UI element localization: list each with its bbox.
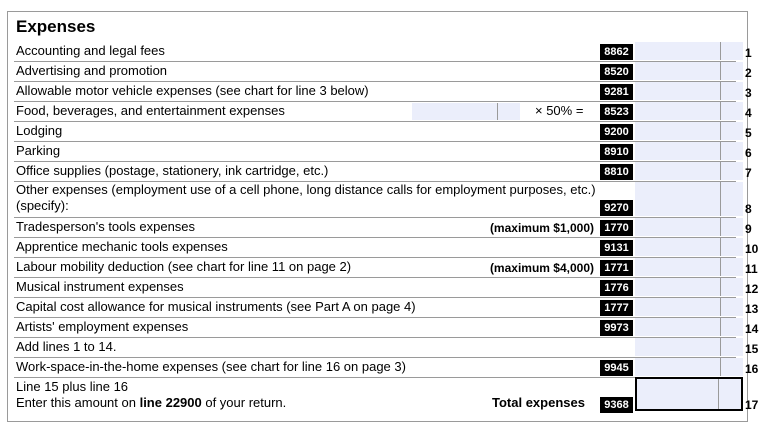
line-number: 17 bbox=[745, 398, 759, 412]
line-label: Capital cost allowance for musical instruments (see Part A on page 4) bbox=[16, 299, 416, 314]
amount-input[interactable] bbox=[635, 162, 743, 180]
line-label: Musical instrument expenses bbox=[16, 279, 184, 294]
line-code: 8810 bbox=[600, 164, 633, 180]
line-label: Add lines 1 to 14. bbox=[16, 339, 117, 354]
amount-input[interactable] bbox=[635, 218, 743, 236]
line-code: 9270 bbox=[600, 200, 633, 216]
cents-divider bbox=[720, 62, 721, 80]
expense-line bbox=[14, 61, 752, 82]
cents-divider bbox=[720, 122, 721, 140]
amount-input[interactable] bbox=[635, 122, 743, 140]
cents-divider bbox=[720, 338, 721, 356]
total-expenses-row bbox=[14, 377, 759, 418]
cents-divider bbox=[720, 358, 721, 376]
line-number: 16 bbox=[745, 362, 759, 376]
line-label: Food, beverages, and entertainment expenses bbox=[16, 103, 285, 118]
cents-divider bbox=[720, 238, 721, 256]
line-code: 9973 bbox=[600, 320, 633, 336]
cents-divider bbox=[720, 318, 721, 336]
line-number: 11 bbox=[745, 262, 758, 276]
cents-divider bbox=[497, 103, 498, 120]
amount-input[interactable] bbox=[635, 238, 743, 256]
amount-input[interactable] bbox=[635, 142, 743, 160]
line-number: 13 bbox=[745, 302, 759, 316]
section-title: Expenses bbox=[16, 17, 96, 36]
line-number: 3 bbox=[745, 86, 752, 100]
amount-input[interactable] bbox=[635, 62, 743, 80]
expense-line bbox=[14, 217, 752, 238]
line-number: 8 bbox=[745, 202, 752, 216]
line-number: 14 bbox=[745, 322, 759, 336]
line-label: Artists' employment expenses bbox=[16, 319, 189, 334]
expense-line bbox=[14, 81, 752, 102]
cents-divider bbox=[720, 182, 721, 216]
line-label: Work-space-in-the-home expenses (see chart for line 16 on page 3) bbox=[16, 359, 406, 374]
amount-input[interactable] bbox=[635, 182, 743, 216]
line-code: 1770 bbox=[600, 220, 633, 236]
cents-divider bbox=[720, 298, 721, 316]
line-code: 9200 bbox=[600, 124, 633, 140]
amount-input[interactable] bbox=[635, 102, 743, 120]
amount-input[interactable] bbox=[635, 338, 743, 356]
amount-input[interactable] bbox=[635, 42, 743, 60]
cents-divider bbox=[720, 258, 721, 276]
expense-line bbox=[14, 277, 759, 298]
expense-line bbox=[14, 161, 752, 182]
cents-divider bbox=[720, 218, 721, 236]
line-label: Lodging bbox=[16, 123, 63, 138]
cents-divider bbox=[720, 42, 721, 60]
line-number: 6 bbox=[745, 146, 752, 160]
line-label: Allowable motor vehicle expenses (see chart for line 3 below) bbox=[16, 83, 369, 98]
line-number: 7 bbox=[745, 166, 752, 180]
expense-line bbox=[14, 121, 752, 142]
line-number: 15 bbox=[745, 342, 759, 356]
line-code: 8910 bbox=[600, 144, 633, 160]
line-number: 5 bbox=[745, 126, 752, 140]
expense-line bbox=[14, 337, 759, 358]
line-number: 9 bbox=[745, 222, 752, 236]
line-code: 9131 bbox=[600, 240, 633, 256]
expense-line bbox=[14, 357, 759, 378]
line-label: Other expenses (employment use of a cell phone, long distance calls for employment purposes, etc.) bbox=[16, 182, 596, 197]
line-label: Advertising and promotion bbox=[16, 63, 168, 78]
line-label: Parking bbox=[16, 143, 61, 158]
expense-line bbox=[14, 257, 758, 278]
line-code: 1771 bbox=[600, 260, 633, 276]
amount-input[interactable] bbox=[635, 298, 743, 316]
amount-input[interactable] bbox=[635, 358, 743, 376]
total-expenses-input[interactable] bbox=[635, 377, 743, 411]
line-number: 10 bbox=[745, 242, 759, 256]
expense-line bbox=[14, 237, 759, 258]
line-code: 8862 bbox=[600, 44, 633, 60]
expense-line bbox=[14, 41, 752, 62]
expenses-form bbox=[7, 11, 759, 422]
maximum-note: (maximum $1,000) bbox=[489, 221, 594, 235]
expense-line bbox=[14, 101, 752, 122]
cents-divider bbox=[720, 278, 721, 296]
cents-divider bbox=[720, 82, 721, 100]
line-number: 4 bbox=[745, 106, 752, 120]
line-code: 9281 bbox=[600, 84, 633, 100]
line-label: Labour mobility deduction (see chart for line 11 on page 2) bbox=[16, 259, 352, 274]
total-instruction-1: Line 15 plus line 16 bbox=[16, 379, 129, 394]
line-code: 1777 bbox=[600, 300, 633, 316]
total-expenses-label: Total expenses bbox=[492, 395, 585, 410]
expense-line bbox=[14, 181, 752, 218]
line-code: 9368 bbox=[600, 397, 633, 413]
line-number: 2 bbox=[745, 66, 752, 80]
amount-input[interactable] bbox=[635, 278, 743, 296]
line-number: 1 bbox=[745, 46, 752, 60]
maximum-note: (maximum $4,000) bbox=[489, 261, 594, 275]
cents-divider bbox=[718, 379, 719, 409]
cents-divider bbox=[720, 142, 721, 160]
cents-divider bbox=[720, 102, 721, 120]
amount-input[interactable] bbox=[635, 258, 743, 276]
food-amount-input[interactable] bbox=[412, 103, 520, 120]
expense-line bbox=[14, 297, 759, 318]
line-number: 12 bbox=[745, 282, 759, 296]
line-label: Tradesperson's tools expenses bbox=[16, 219, 196, 234]
line-label-specify: (specify): bbox=[16, 198, 69, 213]
line-code: 8523 bbox=[600, 104, 633, 120]
amount-input[interactable] bbox=[635, 82, 743, 100]
total-instruction-2: Enter this amount on line 22900 of your return. bbox=[16, 395, 287, 410]
cents-divider bbox=[720, 162, 721, 180]
line-code: 8520 bbox=[600, 64, 633, 80]
fifty-percent-multiplier: × 50% = bbox=[535, 103, 584, 118]
expense-line bbox=[14, 141, 752, 162]
line-label: Apprentice mechanic tools expenses bbox=[16, 239, 228, 254]
line-code: 1776 bbox=[600, 280, 633, 296]
line-code: 9945 bbox=[600, 360, 633, 376]
line-label: Accounting and legal fees bbox=[16, 43, 165, 58]
amount-input[interactable] bbox=[635, 318, 743, 336]
expense-line bbox=[14, 317, 759, 338]
line-label: Office supplies (postage, stationery, ink cartridge, etc.) bbox=[16, 163, 329, 178]
